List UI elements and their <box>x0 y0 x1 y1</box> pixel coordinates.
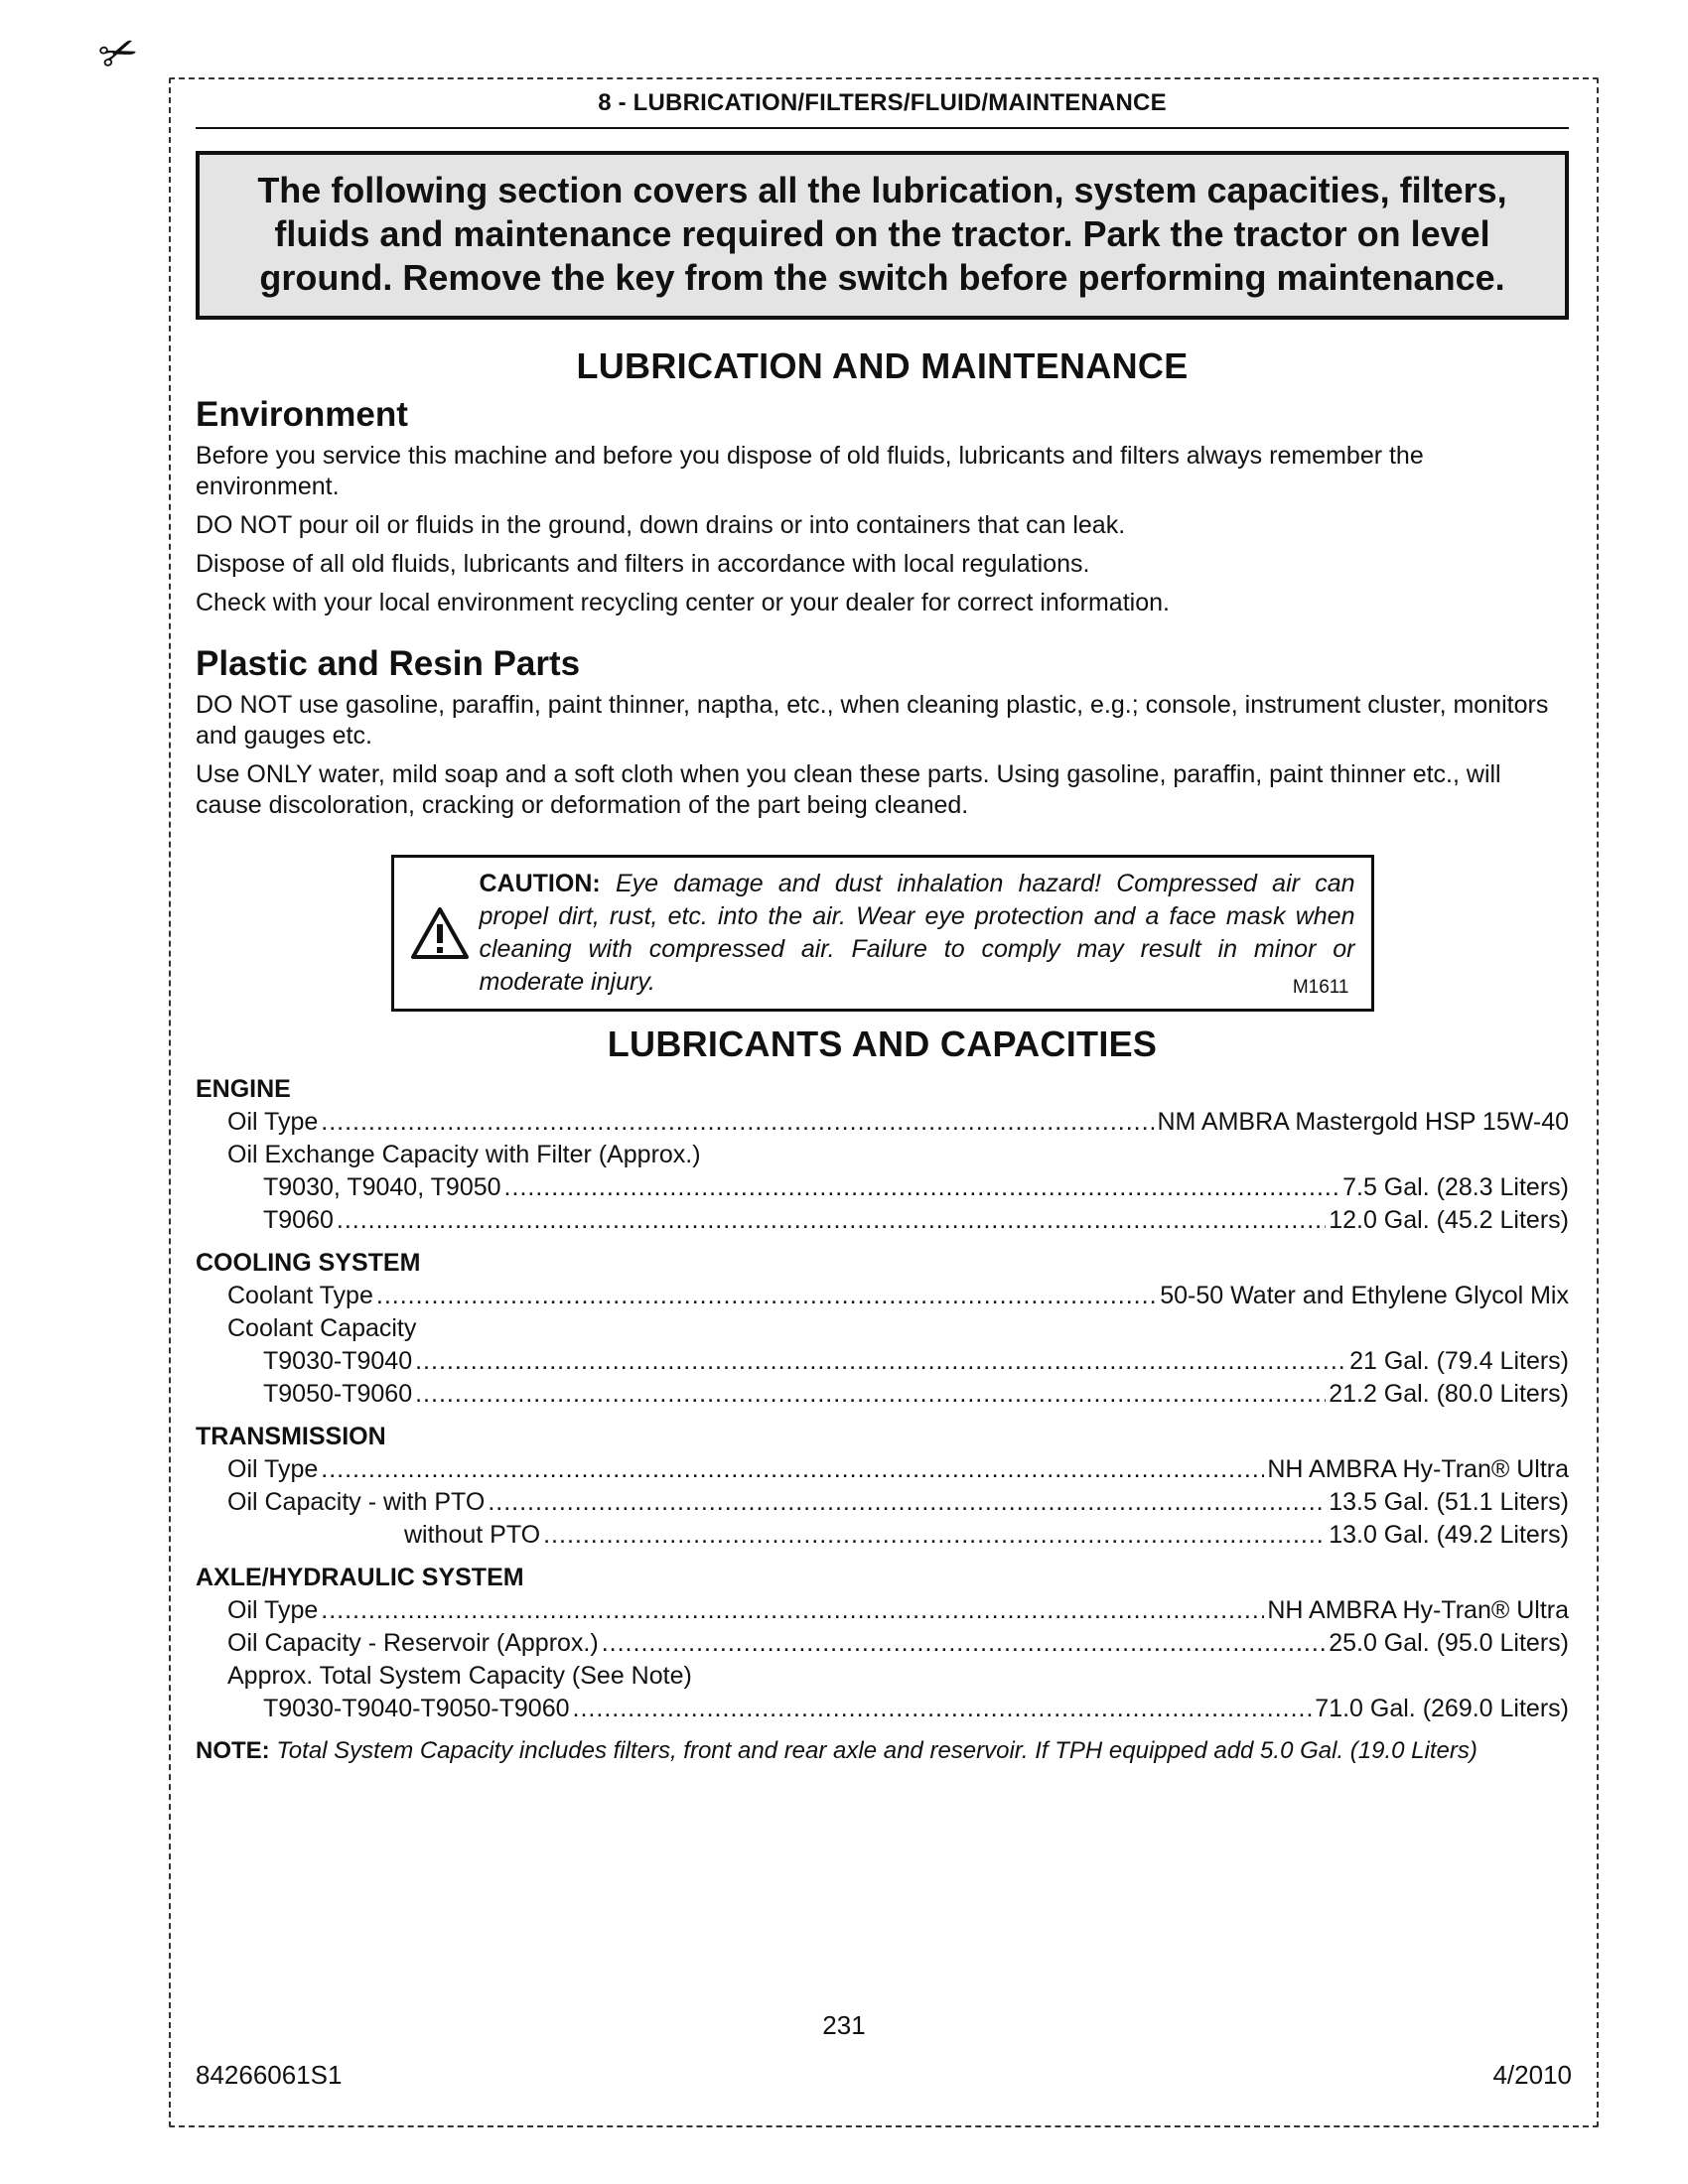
engine-oil-type-row: Oil Type ..... NM AMBRA Mastergold HSP 15W-40 <box>196 1106 1569 1139</box>
axle-oil-type-row: Oil Type ..... NH AMBRA Hy-Tran® Ultra <box>196 1594 1569 1627</box>
note-label: NOTE: <box>196 1737 270 1764</box>
environment-section <box>196 395 1569 618</box>
coolant-capacity-label: Coolant Capacity <box>227 1314 417 1342</box>
cooling-title: COOLING SYSTEM <box>196 1249 421 1277</box>
capacities-heading: LUBRICANTS AND CAPACITIES <box>607 1024 1158 1064</box>
plastic-section <box>196 644 1569 821</box>
publication-date: 4/2010 <box>1492 2060 1572 2090</box>
transmission-oil-type-row: Oil Type ..... NH AMBRA Hy-Tran® Ultra <box>196 1453 1569 1486</box>
chapter-header: 8 - LUBRICATION/FILTERS/FLUID/MAINTENANCE <box>196 89 1569 129</box>
engine-exchange-row: T9030, T9040, T9050 ..... 7.5 Gal. (28.3 Liters) <box>196 1171 1569 1204</box>
coolant-type-row: Coolant Type ..... 50-50 Water and Ethylene Glycol Mix <box>196 1280 1569 1312</box>
axle-title: AXLE/HYDRAULIC SYSTEM <box>196 1564 524 1591</box>
page-content <box>196 89 1569 1767</box>
engine-title: ENGINE <box>196 1075 291 1103</box>
plastic-paragraph: Use ONLY water, mild soap and a soft cloth when you clean these parts. Using gasoline, paraffin, paint thinner etc., will cause discoloration, cracking or deformation of the part being cleaned. <box>196 760 1501 819</box>
lubrication-heading: LUBRICATION AND MAINTENANCE <box>576 345 1189 386</box>
intro-box: The following section covers all the lubrication, system capacities, filters, fluids and maintenance required on the tractor. Park the tractor on level ground. Remove the key from the switch before performing maintenance. <box>196 151 1569 320</box>
transmission-without-pto-row: without PTO ..... 13.0 Gal. (49.2 Liters) <box>196 1519 1569 1552</box>
environment-paragraph: Dispose of all old fluids, lubricants and filters in accordance with local regulations. <box>196 550 1090 578</box>
note-text: Total System Capacity includes filters, front and rear axle and reservoir. If TPH equipped add 5.0 Gal. (19.0 Liters) <box>276 1737 1477 1764</box>
axle-total-row: T9030-T9040-T9050-T9060 ..... 71.0 Gal. (269.0 Liters) <box>196 1693 1569 1725</box>
environment-paragraph: DO NOT pour oil or fluids in the ground, down drains or into containers that can leak. <box>196 511 1126 539</box>
transmission-with-pto-row: Oil Capacity - with PTO ..... 13.5 Gal. (51.1 Liters) <box>196 1486 1569 1519</box>
plastic-title: Plastic and Resin Parts <box>196 644 581 683</box>
scissors-icon: ✂ <box>91 21 146 84</box>
environment-title: Environment <box>196 395 408 434</box>
engine-exchange-row: T9060 ..... 12.0 Gal. (45.2 Liters) <box>196 1204 1569 1237</box>
page-number: 231 <box>822 2010 866 2040</box>
caution-text <box>476 868 1355 999</box>
capacity-note <box>196 1735 1569 1767</box>
coolant-capacity-row: T9030-T9040 ..... 21 Gal. (79.4 Liters) <box>196 1345 1569 1378</box>
warning-triangle-icon <box>404 905 476 961</box>
transmission-title: TRANSMISSION <box>196 1423 386 1450</box>
environment-paragraph: Check with your local environment recycling center or your dealer for correct information. <box>196 589 1170 616</box>
axle-reservoir-row: Oil Capacity - Reservoir (Approx.) ..... 25.0 Gal. (95.0 Liters) <box>196 1627 1569 1660</box>
engine-exchange-label: Oil Exchange Capacity with Filter (Approx.) <box>227 1141 701 1168</box>
coolant-capacity-row: T9050-T9060 ..... 21.2 Gal. (80.0 Liters) <box>196 1378 1569 1411</box>
plastic-paragraph: DO NOT use gasoline, paraffin, paint thinner, naptha, etc., when cleaning plastic, e.g.; console, instrument cluster, monitors and gauges etc. <box>196 691 1549 750</box>
caution-label: CAUTION: <box>479 870 601 897</box>
axle-total-label: Approx. Total System Capacity (See Note) <box>227 1662 692 1690</box>
caution-message: Eye damage and dust inhalation hazard! Compressed air can propel dirt, rust, etc. into the air. Wear eye protection and a face mask when cleaning with compressed air. Failure to comply may result in minor or moderate injury. <box>479 870 1355 996</box>
part-number: 84266061S1 <box>196 2060 343 2090</box>
caution-box <box>391 855 1374 1012</box>
environment-paragraph: Before you service this machine and before you dispose of old fluids, lubricants and filters always remember the environment. <box>196 442 1424 500</box>
caution-code: M1611 <box>1292 977 1349 998</box>
